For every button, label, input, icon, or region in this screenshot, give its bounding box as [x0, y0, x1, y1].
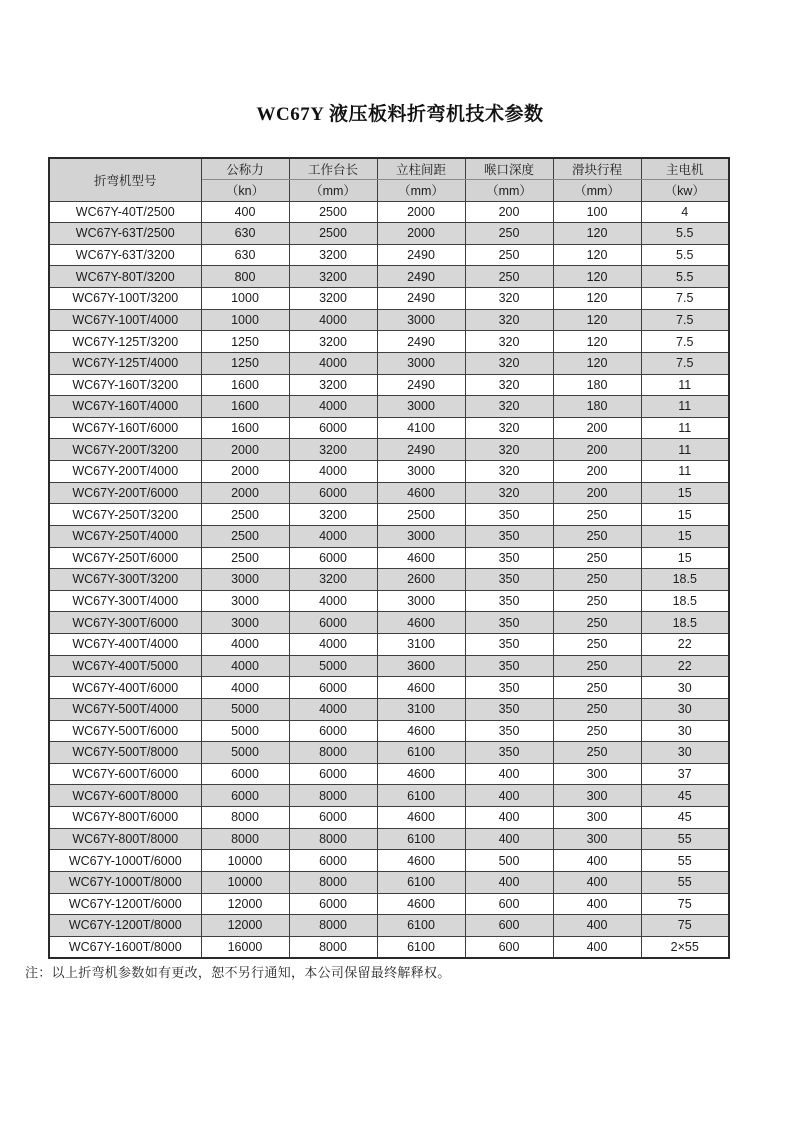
- value-cell: 600: [465, 893, 553, 915]
- value-cell: 630: [201, 223, 289, 245]
- value-cell: 7.5: [641, 309, 729, 331]
- model-cell: WC67Y-160T/6000: [49, 417, 201, 439]
- table-row: [49, 223, 729, 245]
- value-cell: 250: [553, 720, 641, 742]
- value-cell: 2000: [377, 201, 465, 223]
- spec-table-body: [49, 201, 729, 958]
- value-cell: 8000: [289, 915, 377, 937]
- table-row: [49, 352, 729, 374]
- value-cell: 4600: [377, 547, 465, 569]
- value-cell: 1000: [201, 288, 289, 310]
- value-cell: 320: [465, 352, 553, 374]
- value-cell: 10000: [201, 871, 289, 893]
- value-cell: 3200: [289, 374, 377, 396]
- value-cell: 6000: [289, 763, 377, 785]
- value-cell: 1600: [201, 417, 289, 439]
- value-cell: 8000: [289, 828, 377, 850]
- value-cell: 11: [641, 396, 729, 418]
- value-cell: 400: [553, 871, 641, 893]
- value-cell: 1600: [201, 396, 289, 418]
- value-cell: 300: [553, 785, 641, 807]
- value-cell: 6000: [289, 893, 377, 915]
- value-cell: 4000: [289, 525, 377, 547]
- value-cell: 3000: [377, 309, 465, 331]
- column-header-slider-stroke: 滑块行程: [553, 158, 641, 180]
- value-cell: 4000: [289, 590, 377, 612]
- model-cell: WC67Y-400T/6000: [49, 677, 201, 699]
- value-cell: 350: [465, 547, 553, 569]
- value-cell: 1600: [201, 374, 289, 396]
- value-cell: 16000: [201, 936, 289, 958]
- table-row: [49, 417, 729, 439]
- value-cell: 15: [641, 504, 729, 526]
- value-cell: 300: [553, 763, 641, 785]
- value-cell: 350: [465, 504, 553, 526]
- value-cell: 2490: [377, 374, 465, 396]
- value-cell: 55: [641, 850, 729, 872]
- value-cell: 120: [553, 352, 641, 374]
- value-cell: 200: [465, 201, 553, 223]
- value-cell: 320: [465, 461, 553, 483]
- value-cell: 400: [201, 201, 289, 223]
- value-cell: 15: [641, 482, 729, 504]
- value-cell: 45: [641, 807, 729, 829]
- value-cell: 3100: [377, 634, 465, 656]
- value-cell: 350: [465, 569, 553, 591]
- value-cell: 45: [641, 785, 729, 807]
- value-cell: 4600: [377, 807, 465, 829]
- table-row: [49, 461, 729, 483]
- value-cell: 600: [465, 936, 553, 958]
- value-cell: 6000: [201, 763, 289, 785]
- value-cell: 15: [641, 525, 729, 547]
- value-cell: 320: [465, 482, 553, 504]
- column-header-model: 折弯机型号: [49, 158, 201, 201]
- spec-table-header: [49, 158, 729, 201]
- model-cell: WC67Y-200T/3200: [49, 439, 201, 461]
- value-cell: 250: [465, 266, 553, 288]
- column-unit-throat-depth: （mm）: [465, 180, 553, 202]
- model-cell: WC67Y-500T/6000: [49, 720, 201, 742]
- value-cell: 2000: [201, 482, 289, 504]
- footnote: 注：以上折弯机参数如有更改，恕不另行通知，本公司保留最终解释权。: [25, 965, 451, 980]
- table-row: [49, 612, 729, 634]
- value-cell: 100: [553, 201, 641, 223]
- value-cell: 400: [465, 785, 553, 807]
- value-cell: 250: [553, 677, 641, 699]
- value-cell: 8000: [289, 936, 377, 958]
- value-cell: 3000: [377, 352, 465, 374]
- value-cell: 55: [641, 871, 729, 893]
- value-cell: 350: [465, 612, 553, 634]
- value-cell: 4000: [289, 461, 377, 483]
- model-cell: WC67Y-160T/3200: [49, 374, 201, 396]
- table-row: [49, 266, 729, 288]
- value-cell: 120: [553, 288, 641, 310]
- table-row: [49, 871, 729, 893]
- value-cell: 320: [465, 396, 553, 418]
- value-cell: 2490: [377, 331, 465, 353]
- value-cell: 3000: [377, 461, 465, 483]
- value-cell: 3100: [377, 698, 465, 720]
- value-cell: 1000: [201, 309, 289, 331]
- value-cell: 4100: [377, 417, 465, 439]
- value-cell: 15: [641, 547, 729, 569]
- value-cell: 6000: [289, 482, 377, 504]
- value-cell: 5000: [201, 742, 289, 764]
- model-cell: WC67Y-500T/4000: [49, 698, 201, 720]
- value-cell: 250: [465, 223, 553, 245]
- value-cell: 4000: [289, 309, 377, 331]
- value-cell: 3200: [289, 439, 377, 461]
- model-cell: WC67Y-100T/4000: [49, 309, 201, 331]
- model-cell: WC67Y-1000T/8000: [49, 871, 201, 893]
- table-row: [49, 893, 729, 915]
- value-cell: 250: [553, 504, 641, 526]
- value-cell: 5000: [289, 655, 377, 677]
- value-cell: 2490: [377, 244, 465, 266]
- value-cell: 6000: [289, 850, 377, 872]
- table-row: [49, 374, 729, 396]
- value-cell: 4000: [201, 634, 289, 656]
- value-cell: 250: [553, 569, 641, 591]
- value-cell: 11: [641, 461, 729, 483]
- value-cell: 5.5: [641, 244, 729, 266]
- value-cell: 8000: [289, 871, 377, 893]
- table-row: [49, 634, 729, 656]
- value-cell: 500: [465, 850, 553, 872]
- value-cell: 37: [641, 763, 729, 785]
- column-unit-main-motor: （kw）: [641, 180, 729, 202]
- table-row: [49, 915, 729, 937]
- column-header-column-spacing: 立柱间距: [377, 158, 465, 180]
- value-cell: 120: [553, 266, 641, 288]
- value-cell: 250: [553, 634, 641, 656]
- value-cell: 250: [553, 612, 641, 634]
- model-cell: WC67Y-300T/4000: [49, 590, 201, 612]
- table-row: [49, 936, 729, 958]
- model-cell: WC67Y-200T/6000: [49, 482, 201, 504]
- model-cell: WC67Y-400T/4000: [49, 634, 201, 656]
- table-row: [49, 569, 729, 591]
- value-cell: 250: [553, 655, 641, 677]
- column-header-table-length: 工作台长: [289, 158, 377, 180]
- column-unit-slider-stroke: （mm）: [553, 180, 641, 202]
- value-cell: 7.5: [641, 352, 729, 374]
- model-cell: WC67Y-125T/3200: [49, 331, 201, 353]
- table-row: [49, 677, 729, 699]
- model-cell: WC67Y-63T/3200: [49, 244, 201, 266]
- value-cell: 6000: [289, 677, 377, 699]
- table-row: [49, 785, 729, 807]
- value-cell: 6100: [377, 742, 465, 764]
- model-cell: WC67Y-200T/4000: [49, 461, 201, 483]
- value-cell: 8000: [289, 742, 377, 764]
- value-cell: 22: [641, 655, 729, 677]
- model-cell: WC67Y-63T/2500: [49, 223, 201, 245]
- value-cell: 11: [641, 417, 729, 439]
- value-cell: 2500: [201, 504, 289, 526]
- value-cell: 8000: [201, 828, 289, 850]
- value-cell: 250: [553, 742, 641, 764]
- value-cell: 30: [641, 677, 729, 699]
- value-cell: 3200: [289, 266, 377, 288]
- value-cell: 11: [641, 439, 729, 461]
- value-cell: 5000: [201, 720, 289, 742]
- value-cell: 350: [465, 634, 553, 656]
- value-cell: 2000: [377, 223, 465, 245]
- value-cell: 22: [641, 634, 729, 656]
- value-cell: 4600: [377, 893, 465, 915]
- value-cell: 4000: [201, 677, 289, 699]
- value-cell: 4000: [201, 655, 289, 677]
- value-cell: 6000: [201, 785, 289, 807]
- value-cell: 400: [465, 828, 553, 850]
- value-cell: 4600: [377, 482, 465, 504]
- value-cell: 2600: [377, 569, 465, 591]
- table-row: [49, 547, 729, 569]
- value-cell: 350: [465, 525, 553, 547]
- value-cell: 3000: [377, 525, 465, 547]
- value-cell: 250: [553, 525, 641, 547]
- value-cell: 7.5: [641, 331, 729, 353]
- value-cell: 3200: [289, 569, 377, 591]
- value-cell: 400: [465, 763, 553, 785]
- value-cell: 350: [465, 720, 553, 742]
- value-cell: 2000: [201, 439, 289, 461]
- value-cell: 3200: [289, 504, 377, 526]
- table-row: [49, 698, 729, 720]
- value-cell: 600: [465, 915, 553, 937]
- model-cell: WC67Y-400T/5000: [49, 655, 201, 677]
- value-cell: 3200: [289, 288, 377, 310]
- value-cell: 2×55: [641, 936, 729, 958]
- value-cell: 5.5: [641, 266, 729, 288]
- value-cell: 200: [553, 482, 641, 504]
- value-cell: 320: [465, 417, 553, 439]
- value-cell: 320: [465, 288, 553, 310]
- table-row: [49, 331, 729, 353]
- value-cell: 3000: [201, 590, 289, 612]
- value-cell: 6100: [377, 915, 465, 937]
- value-cell: 400: [465, 871, 553, 893]
- model-cell: WC67Y-600T/6000: [49, 763, 201, 785]
- column-header-throat-depth: 喉口深度: [465, 158, 553, 180]
- value-cell: 1250: [201, 331, 289, 353]
- model-cell: WC67Y-40T/2500: [49, 201, 201, 223]
- table-row: [49, 396, 729, 418]
- table-row: [49, 525, 729, 547]
- value-cell: 4600: [377, 677, 465, 699]
- value-cell: 55: [641, 828, 729, 850]
- value-cell: 400: [553, 915, 641, 937]
- model-cell: WC67Y-160T/4000: [49, 396, 201, 418]
- value-cell: 2490: [377, 439, 465, 461]
- table-row: [49, 439, 729, 461]
- value-cell: 6100: [377, 828, 465, 850]
- table-row: [49, 850, 729, 872]
- value-cell: 250: [553, 698, 641, 720]
- value-cell: 1250: [201, 352, 289, 374]
- value-cell: 3200: [289, 244, 377, 266]
- value-cell: 11: [641, 374, 729, 396]
- table-row: [49, 828, 729, 850]
- value-cell: 3000: [377, 590, 465, 612]
- value-cell: 400: [553, 936, 641, 958]
- column-header-force: 公称力: [201, 158, 289, 180]
- value-cell: 2500: [201, 547, 289, 569]
- model-cell: WC67Y-1200T/8000: [49, 915, 201, 937]
- value-cell: 250: [553, 590, 641, 612]
- model-cell: WC67Y-500T/8000: [49, 742, 201, 764]
- value-cell: 120: [553, 223, 641, 245]
- table-row: [49, 201, 729, 223]
- value-cell: 120: [553, 309, 641, 331]
- value-cell: 350: [465, 742, 553, 764]
- value-cell: 18.5: [641, 590, 729, 612]
- value-cell: 6000: [289, 807, 377, 829]
- value-cell: 6100: [377, 785, 465, 807]
- value-cell: 120: [553, 331, 641, 353]
- value-cell: 200: [553, 461, 641, 483]
- value-cell: 300: [553, 828, 641, 850]
- value-cell: 350: [465, 590, 553, 612]
- table-row: [49, 763, 729, 785]
- model-cell: WC67Y-1600T/8000: [49, 936, 201, 958]
- value-cell: 6000: [289, 720, 377, 742]
- value-cell: 4600: [377, 763, 465, 785]
- value-cell: 2000: [201, 461, 289, 483]
- column-header-main-motor: 主电机: [641, 158, 729, 180]
- table-row: [49, 655, 729, 677]
- table-row: [49, 590, 729, 612]
- value-cell: 12000: [201, 893, 289, 915]
- model-cell: WC67Y-300T/3200: [49, 569, 201, 591]
- value-cell: 3000: [201, 569, 289, 591]
- table-row: [49, 504, 729, 526]
- value-cell: 400: [465, 807, 553, 829]
- value-cell: 2490: [377, 266, 465, 288]
- value-cell: 4600: [377, 850, 465, 872]
- model-cell: WC67Y-250T/3200: [49, 504, 201, 526]
- value-cell: 200: [553, 417, 641, 439]
- model-cell: WC67Y-600T/8000: [49, 785, 201, 807]
- value-cell: 400: [553, 850, 641, 872]
- value-cell: 3200: [289, 331, 377, 353]
- value-cell: 6100: [377, 936, 465, 958]
- model-cell: WC67Y-300T/6000: [49, 612, 201, 634]
- model-cell: WC67Y-1200T/6000: [49, 893, 201, 915]
- value-cell: 320: [465, 331, 553, 353]
- value-cell: 30: [641, 742, 729, 764]
- value-cell: 3000: [377, 396, 465, 418]
- value-cell: 180: [553, 374, 641, 396]
- value-cell: 300: [553, 807, 641, 829]
- value-cell: 250: [465, 244, 553, 266]
- value-cell: 320: [465, 439, 553, 461]
- model-cell: WC67Y-800T/6000: [49, 807, 201, 829]
- table-row: [49, 244, 729, 266]
- value-cell: 12000: [201, 915, 289, 937]
- value-cell: 6000: [289, 417, 377, 439]
- value-cell: 10000: [201, 850, 289, 872]
- value-cell: 8000: [289, 785, 377, 807]
- value-cell: 8000: [201, 807, 289, 829]
- value-cell: 4600: [377, 720, 465, 742]
- column-unit-force: （kn）: [201, 180, 289, 202]
- value-cell: 4000: [289, 698, 377, 720]
- value-cell: 2500: [201, 525, 289, 547]
- value-cell: 18.5: [641, 569, 729, 591]
- model-cell: WC67Y-250T/6000: [49, 547, 201, 569]
- value-cell: 2500: [289, 201, 377, 223]
- value-cell: 3000: [201, 612, 289, 634]
- value-cell: 630: [201, 244, 289, 266]
- value-cell: 250: [553, 547, 641, 569]
- header-label-row: [49, 158, 729, 180]
- value-cell: 4000: [289, 634, 377, 656]
- model-cell: WC67Y-125T/4000: [49, 352, 201, 374]
- value-cell: 6000: [289, 612, 377, 634]
- value-cell: 75: [641, 915, 729, 937]
- model-cell: WC67Y-100T/3200: [49, 288, 201, 310]
- value-cell: 6100: [377, 871, 465, 893]
- value-cell: 350: [465, 655, 553, 677]
- value-cell: 800: [201, 266, 289, 288]
- value-cell: 2490: [377, 288, 465, 310]
- table-row: [49, 288, 729, 310]
- model-cell: WC67Y-250T/4000: [49, 525, 201, 547]
- value-cell: 400: [553, 893, 641, 915]
- model-cell: WC67Y-800T/8000: [49, 828, 201, 850]
- table-row: [49, 720, 729, 742]
- value-cell: 30: [641, 698, 729, 720]
- value-cell: 2500: [289, 223, 377, 245]
- column-unit-column-spacing: （mm）: [377, 180, 465, 202]
- value-cell: 18.5: [641, 612, 729, 634]
- value-cell: 3600: [377, 655, 465, 677]
- value-cell: 2500: [377, 504, 465, 526]
- value-cell: 6000: [289, 547, 377, 569]
- value-cell: 4000: [289, 352, 377, 374]
- table-row: [49, 309, 729, 331]
- value-cell: 7.5: [641, 288, 729, 310]
- table-row: [49, 482, 729, 504]
- table-row: [49, 742, 729, 764]
- value-cell: 5.5: [641, 223, 729, 245]
- value-cell: 4: [641, 201, 729, 223]
- value-cell: 75: [641, 893, 729, 915]
- value-cell: 30: [641, 720, 729, 742]
- value-cell: 200: [553, 439, 641, 461]
- value-cell: 4000: [289, 396, 377, 418]
- model-cell: WC67Y-1000T/6000: [49, 850, 201, 872]
- document-title: WC67Y 液压板料折弯机技术参数: [256, 104, 544, 125]
- value-cell: 320: [465, 374, 553, 396]
- spec-table: [48, 157, 730, 959]
- value-cell: 180: [553, 396, 641, 418]
- value-cell: 350: [465, 677, 553, 699]
- value-cell: 350: [465, 698, 553, 720]
- value-cell: 320: [465, 309, 553, 331]
- table-row: [49, 807, 729, 829]
- value-cell: 120: [553, 244, 641, 266]
- model-cell: WC67Y-80T/3200: [49, 266, 201, 288]
- value-cell: 4600: [377, 612, 465, 634]
- value-cell: 5000: [201, 698, 289, 720]
- column-unit-table-length: （mm）: [289, 180, 377, 202]
